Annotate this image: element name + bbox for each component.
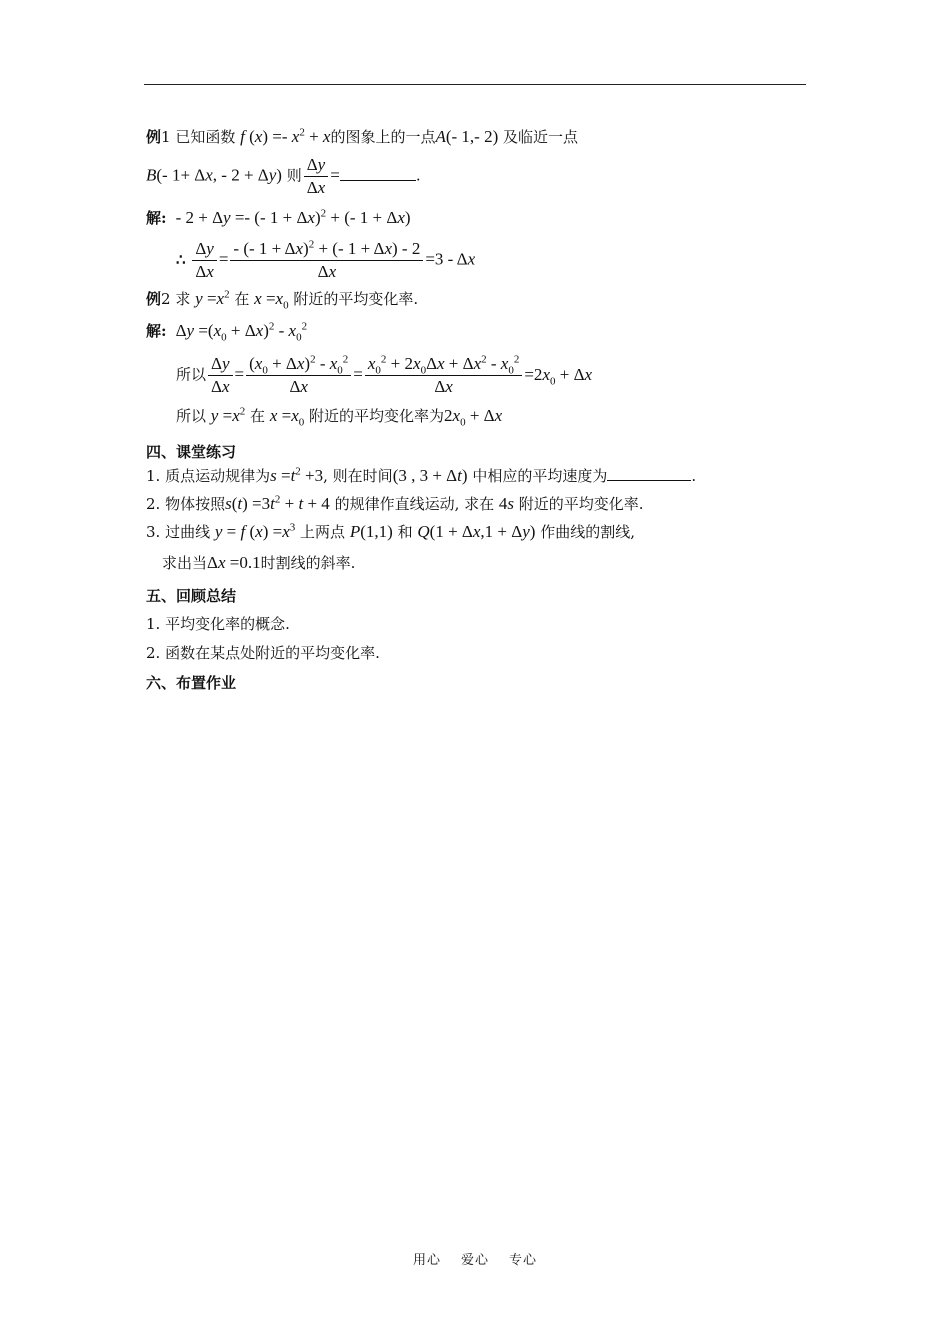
math-frac-dy-dx: $\frac{\Delta y}{\Delta x}$ <box>304 154 328 199</box>
solution2-line1: 解: $\Delta y =(x_0 + \Delta x)^2 - x_0^2$ <box>146 320 308 344</box>
exercise2: 2. 物体按照$s(t) =3t^2 + t + 4$ 的规律作直线运动, 求在 4s 附近的平均变化率. <box>146 493 644 513</box>
solution2-line2: 所以 $\frac{\Delta y}{\Delta x}$ = $\frac{(x_0 + \Delta x)^2 - x_0^2}{\Delta x}$ = $\frac{x_0^2 + 2x_0\Delta x + \Delta x^2 - x_0^2}{\Delta x}$ $=2x_0 + \Delta x$ <box>176 353 593 396</box>
example2-line: 例2 求 $y =x^2$ 在 $x =x_0$ 附近的平均变化率. <box>146 288 419 312</box>
page-footer: 用心 爱心 专心 <box>412 1253 538 1268</box>
example1-label: 例 <box>146 128 162 146</box>
example1-line1: 例1 已知函数 f $(x) =- x^2 + x$的图象上的一点A(- 1,- 2) 及临近一点 <box>146 126 579 146</box>
header-rule <box>144 84 806 85</box>
solution2-line3: 所以 $y =x^2$ 在 $x =x_0$ 附近的平均变化率为$2x_0 + \Delta x$ <box>176 405 503 429</box>
answer-blank <box>340 166 416 181</box>
exercise3: 3. 过曲线 y = f $(x) =x^3$ 上两点 P(1,1) 和 Q(1 + Δx,1 + Δy) 作曲线的割线, <box>146 521 635 541</box>
math-point-a: A(- 1,- 2) <box>435 127 499 146</box>
section5-title: 五、回顾总结 <box>146 587 237 605</box>
solution1-line2: ∴ $\frac{\Delta y}{\Delta x}$ = $\frac{- (- 1 + \Delta x)^2 + (- 1 + \Delta x) - 2}{\Delta x}$ =3 - Δx <box>176 238 476 281</box>
section6-title: 六、布置作业 <box>146 674 237 692</box>
exercise3-line2: 求出当Δx =0.1时割线的斜率. <box>162 553 356 572</box>
section4-title: 四、课堂练习 <box>146 443 237 461</box>
summary-item-2: 2. 函数在某点处附近的平均变化率. <box>146 644 380 662</box>
math-fx: f $(x) =- x^2 + x$ <box>240 126 331 146</box>
solution1-line1: 解: - 2 + Δy =- (- 1 + Δx)$^2$ + (- 1 + Δx) <box>146 207 411 227</box>
exercise1: 1. 质点运动规律为$s =t^2 +3$, 则在时间(3 , 3 + Δt) 中相应的平均速度为 . <box>146 465 697 485</box>
math-point-b: B(- 1+ Δx, - 2 + Δy) <box>146 165 282 185</box>
summary-item-1: 1. 平均变化率的概念. <box>146 615 290 633</box>
example1-line2: B(- 1+ Δx, - 2 + Δy) 则 $\frac{\Delta y}{\Delta x}$ = . <box>146 155 421 197</box>
